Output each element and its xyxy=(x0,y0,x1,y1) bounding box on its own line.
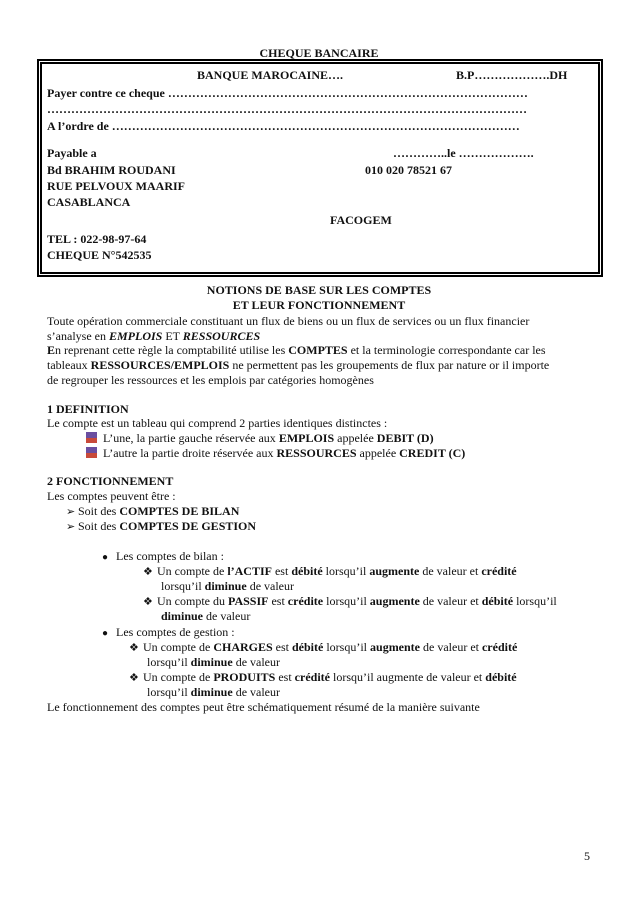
diamond-bullet-icon: ❖ xyxy=(129,642,139,654)
paragraph-2-line-3: de regrouper les ressources et les emplois par catégories homogènes xyxy=(47,373,374,387)
paragraph-1-line-1: Toute opération commerciale constituant un flux de biens ou un flux de services ou un flux financier xyxy=(47,314,530,328)
fonctionnement-heading: 2 FONCTIONNEMENT xyxy=(47,474,174,488)
dot-bullet-icon: ● xyxy=(102,628,109,639)
passif-line-1: ❖ Un compte du PASSIF est crédite lorsqu’il augmente de valeur et débité lorsqu’il xyxy=(143,594,557,608)
passif-line-2: diminue de valeur xyxy=(161,609,251,623)
produits-line-1: ❖ Un compte de PRODUITS est crédité lorsqu’il augmente de valeur et débité xyxy=(129,670,517,684)
paragraph-1-line-2: s’analyse en EMPLOIS ET RESSOURCES xyxy=(47,329,261,343)
diamond-bullet-icon: ❖ xyxy=(143,596,153,608)
cheque-address-line3: CASABLANCA xyxy=(47,195,131,209)
cheque-address-line2: RUE PELVOUX MAARIF xyxy=(47,179,185,193)
cheque-date: …………..le ………………. xyxy=(393,146,534,160)
section-title-2: ET LEUR FONCTIONNEMENT xyxy=(232,298,406,312)
option-comptes-de-bilan: ➢ Soit des COMPTES DE BILAN xyxy=(66,504,240,518)
actif-line-2: lorsqu’il diminue de valeur xyxy=(161,579,294,593)
cheque-payable: Payable a xyxy=(47,146,97,160)
page-title: CHEQUE BANCAIRE xyxy=(259,46,379,60)
cheque-bank: BANQUE MAROCAINE…. xyxy=(197,68,344,82)
definition-intro: Le compte est un tableau qui comprend 2 parties identiques distinctes : xyxy=(47,416,388,430)
paragraph-2-line-2: tableaux RESSOURCES/EMPLOIS ne permettent pas les groupements de flux par nature or il importe xyxy=(47,358,550,372)
ribbon-bullet-icon xyxy=(86,432,97,443)
definition-heading: 1 DEFINITION xyxy=(47,402,129,416)
charges-line-2: lorsqu’il diminue de valeur xyxy=(147,655,280,669)
diamond-bullet-icon: ❖ xyxy=(129,672,139,684)
definition-item-2: L’autre la partie droite réservée aux RESSOURCES appelée CREDIT (C) xyxy=(86,446,465,460)
cheque-tel: TEL : 022-98-97-64 xyxy=(47,232,147,246)
conclusion-line: Le fonctionnement des comptes peut être schématiquement résumé de la manière suivante xyxy=(47,700,480,714)
page-number: 5 xyxy=(584,849,590,863)
arrow-bullet-icon: ➢ xyxy=(66,506,76,518)
cheque-account-number: 010 020 78521 67 xyxy=(365,163,452,177)
charges-line-1: ❖ Un compte de CHARGES est débité lorsqu’il augmente de valeur et crédité xyxy=(129,640,518,654)
bilan-heading: ● Les comptes de bilan : xyxy=(102,549,224,563)
cheque-number: CHEQUE N°542535 xyxy=(47,248,152,262)
option-comptes-de-gestion: ➢ Soit des COMPTES DE GESTION xyxy=(66,519,257,533)
gestion-heading: ● Les comptes de gestion : xyxy=(102,625,235,639)
cheque-company: FACOGEM xyxy=(330,213,392,227)
fonctionnement-intro: Les comptes peuvent être : xyxy=(47,489,176,503)
section-title-1: NOTIONS DE BASE SUR LES COMPTES xyxy=(206,283,432,297)
paragraph-2-line-1: En reprenant cette règle la comptabilité utilise les COMPTES et la terminologie correspondante car les xyxy=(47,343,546,357)
cheque-address-line1: Bd BRAHIM ROUDANI xyxy=(47,163,176,177)
arrow-bullet-icon: ➢ xyxy=(66,521,76,533)
produits-line-2: lorsqu’il diminue de valeur xyxy=(147,685,280,699)
cheque-payer-line: Payer contre ce cheque ……………………………………………………………………………… xyxy=(47,86,528,100)
dot-bullet-icon: ● xyxy=(102,552,109,563)
diamond-bullet-icon: ❖ xyxy=(143,566,153,578)
cheque-bp: B.P……………….DH xyxy=(456,68,568,82)
cheque-dots-line: ………………………………………………………………………………………………………… xyxy=(47,102,527,116)
cheque-order-line: A l’ordre de ………………………………………………………………………………………… xyxy=(47,119,520,133)
ribbon-bullet-icon xyxy=(86,447,97,458)
definition-item-1: L’une, la partie gauche réservée aux EMPLOIS appelée DEBIT (D) xyxy=(86,431,434,445)
actif-line-1: ❖ Un compte de l’ACTIF est débité lorsqu’il augmente de valeur et crédité xyxy=(143,564,517,578)
